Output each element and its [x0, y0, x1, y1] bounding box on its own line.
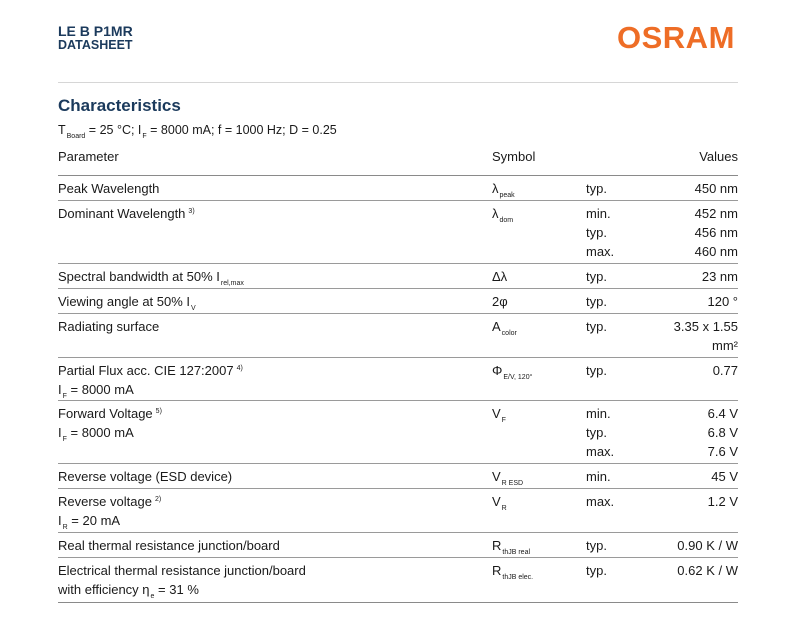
param2-subscript: e: [150, 593, 155, 600]
param-label: [58, 206, 195, 225]
footnote-ref: 2): [154, 496, 162, 503]
symbol-text: 2φ: [492, 294, 508, 309]
table-divider: [58, 263, 738, 264]
symbol-text: V: [492, 494, 501, 509]
value: 452 nm: [694, 206, 738, 221]
param-label: [58, 538, 280, 554]
table-divider: [58, 602, 738, 603]
table-divider: [58, 557, 738, 558]
symbol: [492, 269, 507, 285]
symbol-text: Δλ: [492, 269, 508, 284]
table-divider: [58, 463, 738, 464]
symbol-text: R: [492, 538, 502, 553]
condition-label: typ.: [586, 425, 607, 440]
symbol-subscript: peak: [499, 192, 515, 199]
product-name: LE B P1MR: [58, 23, 133, 39]
param2-rest: = 31 %: [154, 582, 199, 597]
condition-label: min.: [586, 406, 611, 421]
param2-subscript: F: [62, 393, 67, 400]
condition-label: typ.: [586, 181, 607, 196]
table-divider: [58, 175, 738, 176]
param2-subscript: R: [62, 524, 68, 531]
param-text: Partial Flux acc. CIE 127:2007: [58, 363, 234, 378]
table-divider: [58, 288, 738, 289]
condition-label: max.: [586, 444, 615, 459]
table-divider: [58, 400, 738, 401]
param-label-line2: [58, 425, 134, 444]
symbol-subscript: thJB elec.: [502, 574, 534, 581]
value: 7.6 V: [707, 444, 738, 459]
condition-label: typ.: [586, 294, 607, 309]
symbol-text: λ: [492, 206, 499, 221]
condition-label: typ.: [586, 319, 607, 334]
symbol-subscript: dom: [499, 217, 514, 224]
cond-if-sub: F: [142, 133, 147, 140]
symbol-text: A: [492, 319, 501, 334]
symbol: [492, 363, 532, 382]
value: 6.4 V: [707, 406, 738, 421]
value: 450 nm: [694, 181, 738, 196]
symbol-subscript: thJB real: [502, 549, 531, 556]
condition-label: max.: [586, 494, 615, 509]
table-divider: [58, 357, 738, 358]
value: 0.90 K / W: [677, 538, 738, 553]
header-divider: [58, 82, 738, 83]
param-label: [58, 406, 162, 425]
param-text: Peak Wavelength: [58, 181, 160, 196]
cond-t-val: = 25 °C; I: [85, 123, 142, 137]
value: 45 V: [711, 469, 738, 484]
value: mm²: [712, 338, 738, 353]
param-label: [58, 269, 244, 288]
param2-text: with efficiency η: [58, 582, 150, 597]
param-text: Reverse voltage: [58, 494, 152, 509]
param-label: [58, 363, 243, 382]
param2-subscript: F: [62, 436, 67, 443]
value: 456 nm: [694, 225, 738, 240]
condition-label: max.: [586, 244, 615, 259]
symbol-subscript: R: [501, 505, 507, 512]
symbol: [492, 294, 508, 310]
footnote-ref: 4): [236, 365, 243, 372]
footnote-ref: 5): [155, 408, 162, 415]
value: 0.62 K / W: [677, 563, 738, 578]
param-label: [58, 181, 159, 197]
table-divider: [58, 313, 738, 314]
condition-label: typ.: [586, 363, 607, 378]
section-title: Characteristics: [58, 96, 181, 115]
symbol-subscript: color: [501, 330, 517, 337]
header-symbol: Symbol: [492, 149, 536, 164]
symbol-text: V: [492, 406, 501, 421]
param-subscript: rel,max: [220, 280, 244, 287]
param2-rest: = 8000 mA: [66, 382, 134, 397]
symbol: [492, 181, 515, 200]
value: 6.8 V: [707, 425, 738, 440]
param-label-line2: [58, 582, 199, 601]
param-label: [58, 319, 159, 335]
symbol-text: V: [492, 469, 501, 484]
document-type: DATASHEET: [58, 38, 133, 52]
param2-text: I: [58, 513, 62, 528]
param-text: Radiating surface: [58, 319, 160, 334]
param-text: Electrical thermal resistance junction/board: [58, 563, 306, 578]
param-text: Spectral bandwidth at 50% I: [58, 269, 220, 284]
symbol-text: R: [492, 563, 502, 578]
condition-label: typ.: [586, 538, 607, 553]
cond-t-sub: Board: [66, 133, 86, 140]
value: 460 nm: [694, 244, 738, 259]
condition-label: typ.: [586, 225, 607, 240]
value: 120 °: [707, 294, 738, 309]
param-label: [58, 469, 232, 485]
param-text: Real thermal resistance junction/board: [58, 538, 280, 553]
condition-label: typ.: [586, 269, 607, 284]
param2-rest: = 8000 mA: [66, 425, 134, 440]
param-text: Forward Voltage: [58, 406, 153, 421]
cond-t: T: [58, 123, 66, 137]
header-values: Values: [699, 149, 738, 164]
symbol: [492, 206, 513, 225]
symbol: [492, 469, 523, 488]
symbol-text: λ: [492, 181, 499, 196]
symbol: [492, 319, 517, 338]
value: 1.2 V: [707, 494, 738, 509]
condition-label: min.: [586, 469, 611, 484]
osram-logo: OSRAM: [617, 20, 735, 55]
symbol-subscript: F: [501, 417, 506, 424]
header-parameter: Parameter: [58, 149, 119, 164]
condition-label: typ.: [586, 563, 607, 578]
param2-text: I: [58, 382, 62, 397]
param-label: [58, 494, 161, 513]
param-text: Reverse voltage (ESD device): [58, 469, 233, 484]
symbol-text: Φ: [492, 363, 503, 378]
symbol: [492, 538, 530, 557]
param-text: Viewing angle at 50% I: [58, 294, 191, 309]
param-label: [58, 563, 306, 579]
symbol: [492, 494, 507, 513]
symbol: [492, 563, 533, 582]
value: 3.35 x 1.55: [673, 319, 738, 334]
footnote-ref: 3): [188, 208, 195, 215]
param-label-line2: [58, 513, 120, 532]
param2-rest: = 20 mA: [67, 513, 121, 528]
table-divider: [58, 532, 738, 533]
condition-label: min.: [586, 206, 611, 221]
param-text: Dominant Wavelength: [58, 206, 186, 221]
test-conditions: [58, 122, 337, 141]
table-divider: [58, 488, 738, 489]
param-label-line2: [58, 382, 134, 401]
param-subscript: V: [191, 305, 196, 312]
param-label: [58, 294, 196, 313]
cond-rest: = 8000 mA; f = 1000 Hz; D = 0.25: [146, 123, 337, 137]
symbol-subscript: R ESD: [501, 480, 524, 487]
value: 23 nm: [701, 269, 738, 284]
symbol: [492, 406, 506, 425]
table-divider: [58, 200, 738, 201]
param2-text: I: [58, 425, 62, 440]
symbol-subscript: E/V, 120°: [503, 374, 533, 381]
value: 0.77: [712, 363, 738, 378]
